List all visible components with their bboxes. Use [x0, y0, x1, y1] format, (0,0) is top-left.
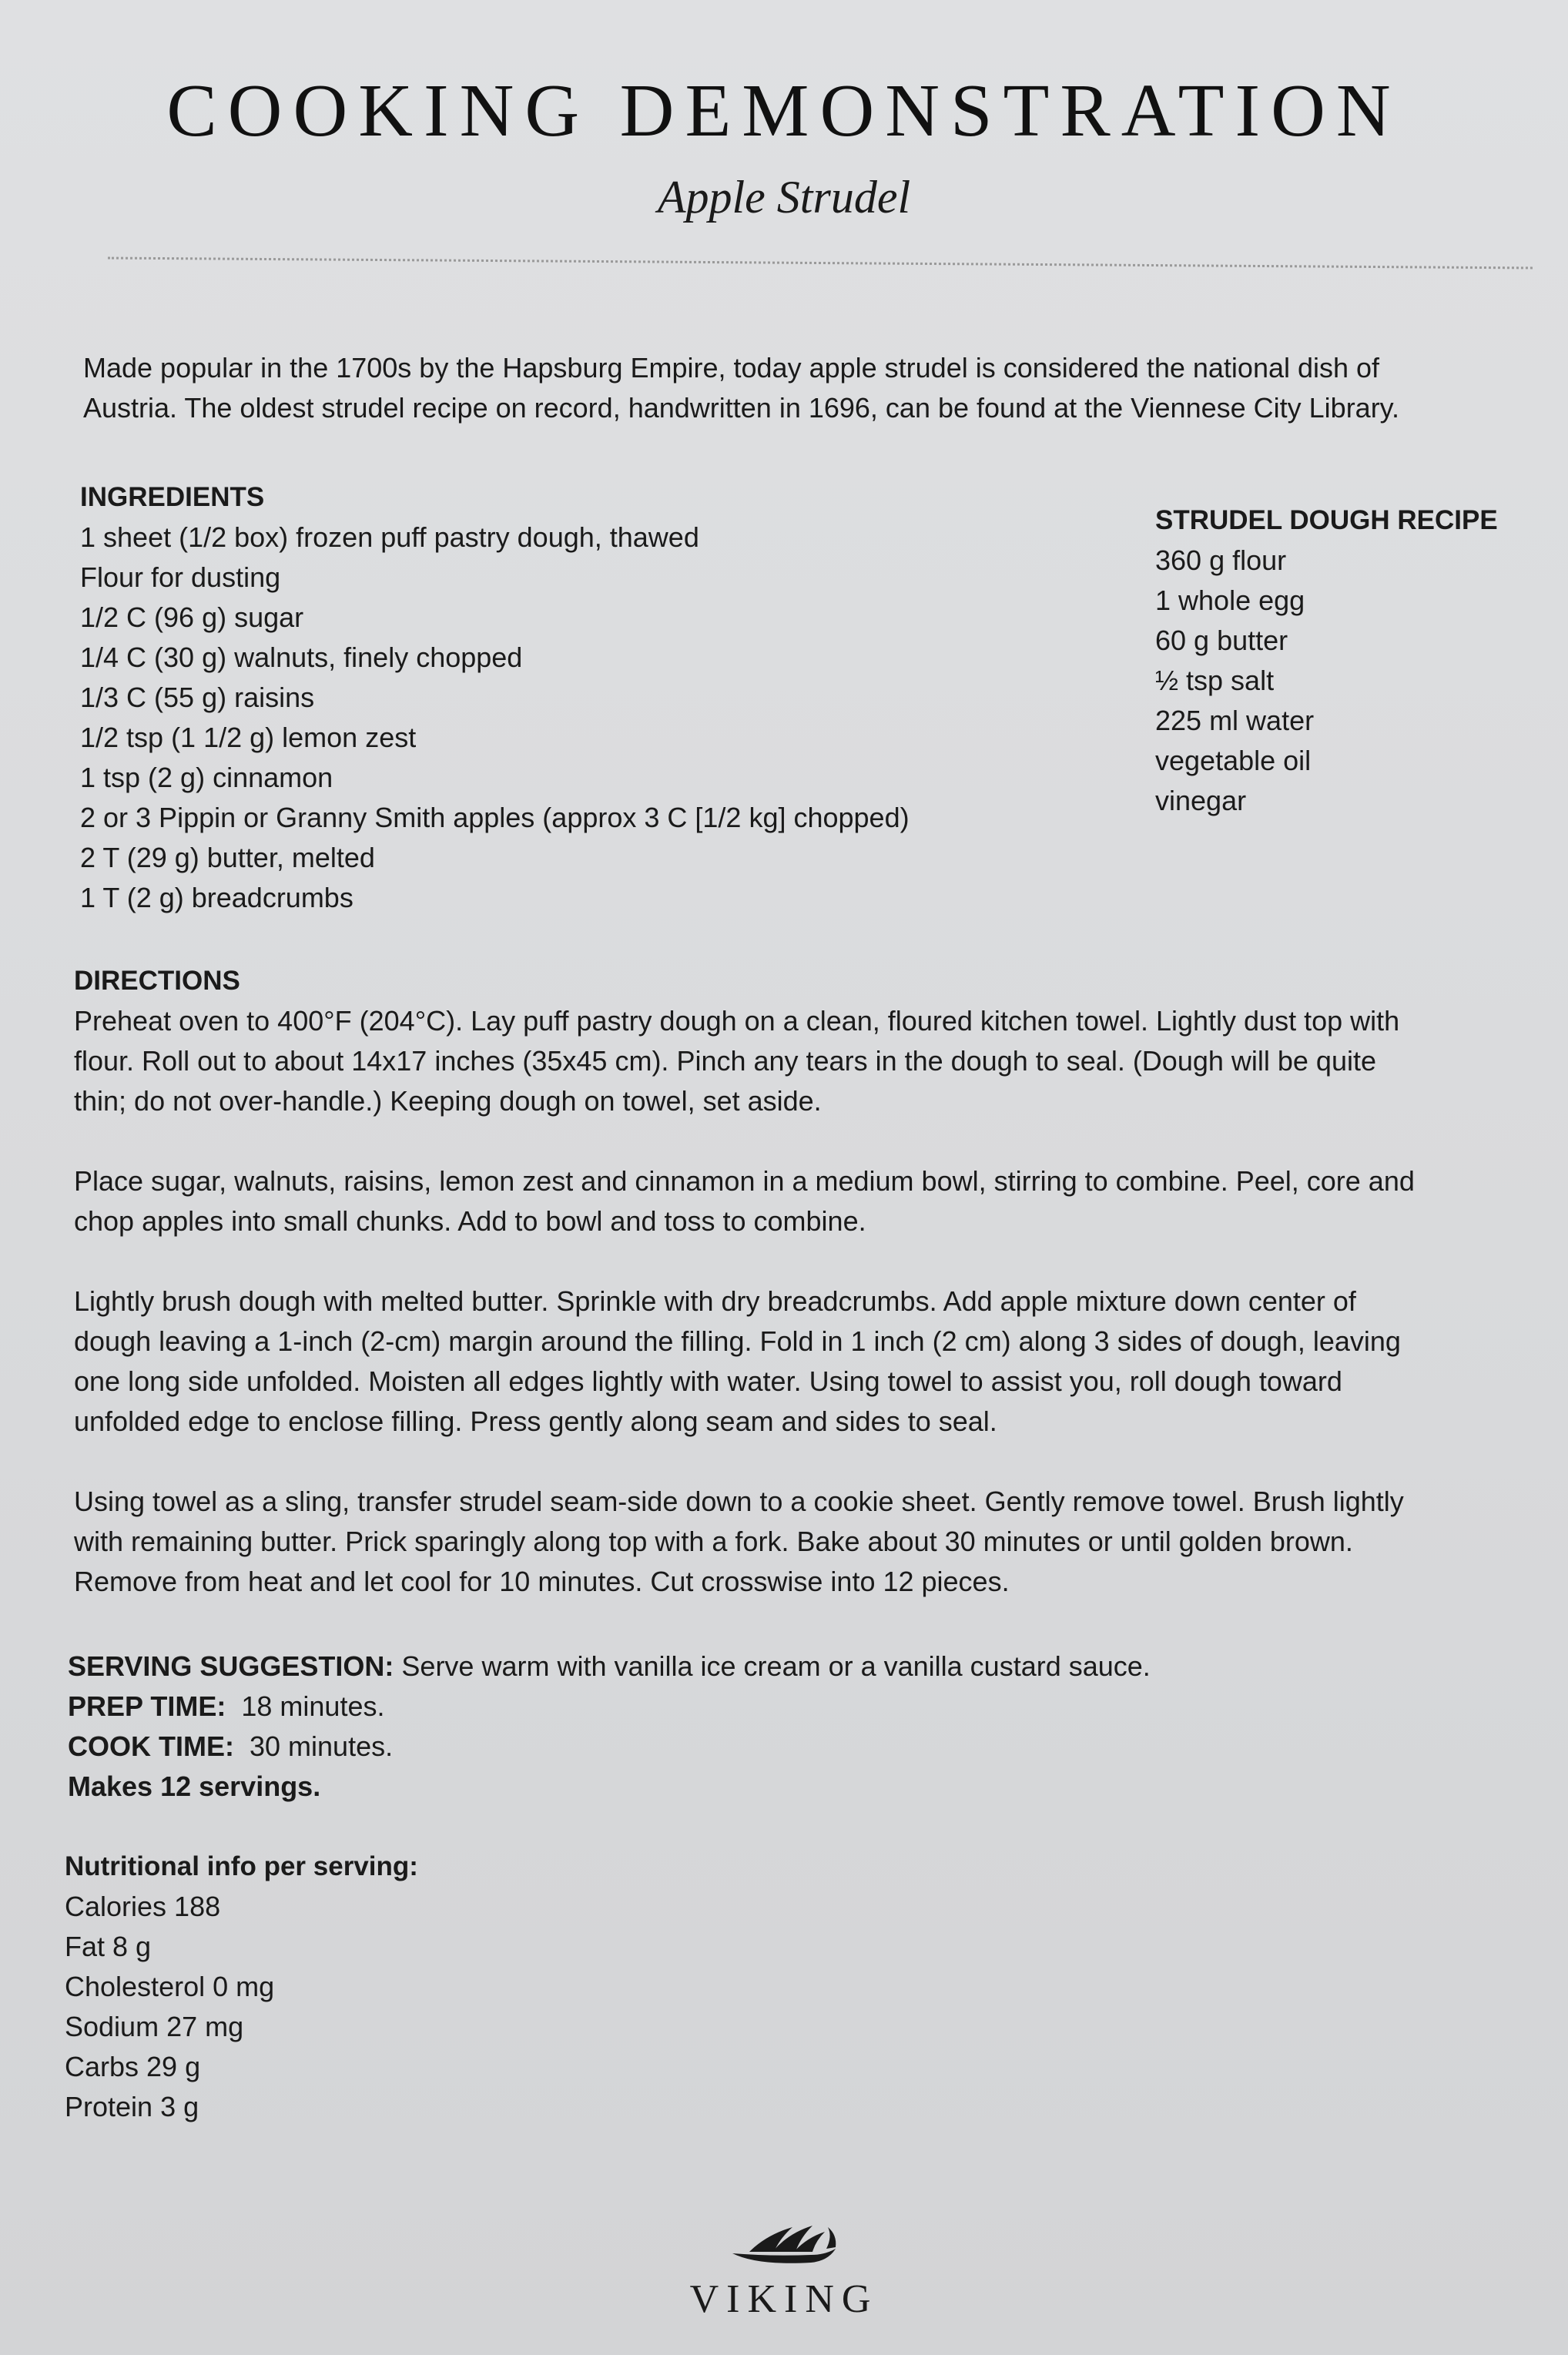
ingredient-item: 1/2 tsp (1 1/2 g) lemon zest — [80, 722, 417, 753]
cook-time-value: 30 minutes. — [233, 1730, 394, 1762]
ingredients-section — [80, 477, 1081, 918]
ingredient-item: 2 T (29 g) butter, melted — [80, 842, 375, 873]
nutrition-heading: Nutritional info per serving: — [65, 1851, 418, 1881]
nutrition-item: Carbs 29 g — [65, 2051, 201, 2082]
ingredient-item: 1/2 C (96 g) sugar — [80, 601, 304, 633]
direction-line: Place sugar, walnuts, raisins, lemon zest and cinnamon in a medium bowl, stirring to combine. Peel, core and — [74, 1165, 1415, 1197]
viking-ship-icon — [726, 2218, 842, 2272]
dough-item: 1 whole egg — [1155, 585, 1305, 616]
nutrition-item: Sodium 27 mg — [65, 2011, 244, 2042]
dough-recipe-section — [1155, 501, 1509, 821]
page-title: COOKING DEMONSTRATION — [166, 69, 1402, 152]
direction-line: with remaining butter. Prick sparingly along top with a fork. Bake about 30 minutes or until golden brown. — [74, 1526, 1353, 1557]
dough-item: 225 ml water — [1155, 705, 1315, 736]
dough-item: ½ tsp salt — [1155, 665, 1275, 696]
title-divider — [108, 257, 1533, 270]
direction-line: flour. Roll out to about 14x17 inches (35x45 cm). Pinch any tears in the dough to seal. (Dough will be quite — [74, 1045, 1376, 1077]
serving-suggestion — [68, 1646, 1454, 1687]
ingredient-item: 1 sheet (1/2 box) frozen puff pastry dough, thawed — [80, 521, 699, 553]
direction-line: one long side unfolded. Moisten all edges lightly with water. Using towel to assist you, roll dough toward — [74, 1365, 1342, 1397]
cook-time — [68, 1727, 1454, 1767]
direction-paragraph — [74, 1161, 1522, 1241]
direction-line: Remove from heat and let cool for 10 minutes. Cut crosswise into 12 pieces. — [74, 1566, 1010, 1597]
intro-line: Made popular in the 1700s by the Hapsburg Empire, today apple strudel is considered the national dish of — [83, 352, 1380, 384]
nutrition-section — [65, 1847, 758, 2127]
dough-item: vinegar — [1155, 785, 1247, 816]
dough-item: 60 g butter — [1155, 625, 1288, 656]
direction-paragraph — [74, 1482, 1522, 1602]
direction-line: thin; do not over-handle.) Keeping dough on towel, set aside. — [74, 1085, 822, 1117]
ingredient-item: 1 T (2 g) breadcrumbs — [80, 882, 353, 913]
direction-line: Preheat oven to 400°F (204°C). Lay puff pastry dough on a clean, floured kitchen towel. Lightly dust top with — [74, 1005, 1400, 1037]
brand-name: VIKING — [689, 2277, 879, 2321]
intro-line: Austria. The oldest strudel recipe on record, handwritten in 1696, can be found at the Viennese City Library. — [83, 392, 1400, 424]
ingredient-item: 1/4 C (30 g) walnuts, finely chopped — [80, 642, 523, 673]
serving-info — [68, 1646, 1454, 1807]
nutrition-item: Protein 3 g — [65, 2091, 199, 2122]
direction-line: unfolded edge to enclose filling. Press gently along seam and sides to seal. — [74, 1405, 997, 1437]
nutrition-item: Calories 188 — [65, 1891, 221, 1922]
ingredient-item: 1 tsp (2 g) cinnamon — [80, 762, 333, 793]
intro-paragraph — [83, 348, 1531, 428]
ingredient-item: 1/3 C (55 g) raisins — [80, 682, 315, 713]
nutrition-item: Cholesterol 0 mg — [65, 1971, 275, 2002]
directions-heading: DIRECTIONS — [74, 966, 240, 996]
ingredients-heading: INGREDIENTS — [80, 482, 265, 512]
prep-time-label: PREP TIME: — [68, 1690, 226, 1722]
direction-paragraph — [74, 1001, 1522, 1121]
prep-time — [68, 1687, 1454, 1727]
direction-paragraph — [74, 1281, 1522, 1442]
ingredient-item: Flour for dusting — [80, 561, 281, 593]
directions-section — [74, 961, 1522, 1642]
direction-line: Using towel as a sling, transfer strudel seam-side down to a cookie sheet. Gently remove towel. Brush lightly — [74, 1486, 1404, 1517]
nutrition-item: Fat 8 g — [65, 1931, 152, 1962]
servings-count: Makes 12 servings. — [68, 1770, 321, 1802]
serving-suggestion-label: SERVING SUGGESTION: — [68, 1650, 394, 1682]
serving-suggestion-text: Serve warm with vanilla ice cream or a vanilla custard sauce. — [394, 1650, 1151, 1682]
ingredient-item: 2 or 3 Pippin or Granny Smith apples (approx 3 C [1/2 kg] chopped) — [80, 802, 910, 833]
recipe-subtitle: Apple Strudel — [657, 172, 911, 223]
dough-item: vegetable oil — [1155, 745, 1312, 776]
direction-line: Lightly brush dough with melted butter. Sprinkle with dry breadcrumbs. Add apple mixture down center of — [74, 1285, 1356, 1317]
cook-time-label: COOK TIME: — [68, 1730, 234, 1762]
direction-line: chop apples into small chunks. Add to bowl and toss to combine. — [74, 1205, 866, 1237]
dough-item: 360 g flour — [1155, 544, 1287, 576]
prep-time-value: 18 minutes. — [226, 1690, 385, 1722]
viking-logo — [0, 2218, 1568, 2322]
dough-recipe-heading: STRUDEL DOUGH RECIPE — [1155, 505, 1498, 535]
direction-line: dough leaving a 1-inch (2-cm) margin around the filling. Fold in 1 inch (2 cm) along 3 sides of dough, leaving — [74, 1325, 1401, 1357]
